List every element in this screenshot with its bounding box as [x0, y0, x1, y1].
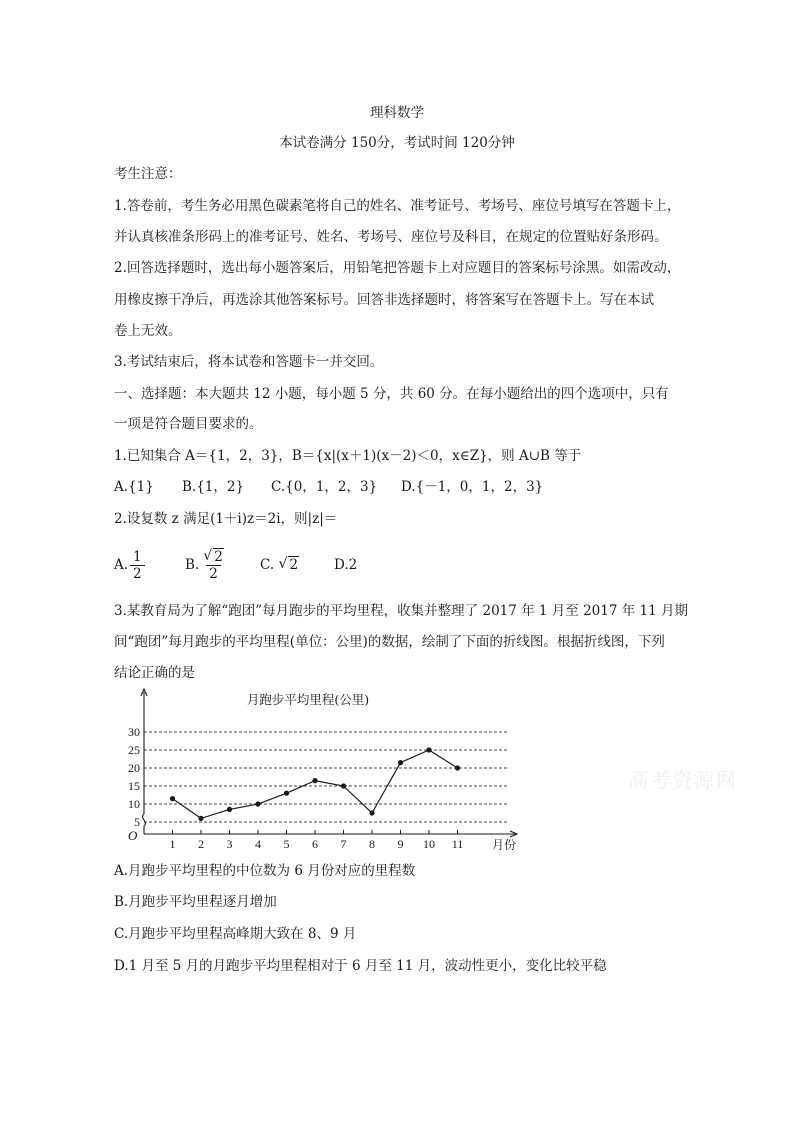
- x-tick-label: 7: [340, 837, 347, 851]
- x-tick-label: 4: [255, 837, 261, 851]
- chart-title: 月跑步平均里程(公里): [246, 692, 370, 707]
- x-tick-label: 8: [369, 837, 375, 851]
- x-tick-label: 9: [397, 837, 404, 851]
- section-heading-cont: 一项是符合题目要求的。: [114, 416, 263, 432]
- radical-sign: √: [278, 556, 288, 572]
- section-heading: 一、选择题：本大题共 12 小题，每小题 5 分，共 60 分。在每小题给出的四个选项中，只有: [114, 386, 669, 402]
- sqrt: √ 2: [278, 545, 299, 585]
- x-tick-label: 11: [451, 837, 464, 851]
- data-point: [341, 783, 346, 788]
- option-label: C.: [260, 557, 275, 573]
- y-tick-label: 25: [128, 743, 140, 757]
- question-2-option-b: [185, 545, 230, 585]
- question-1-option-a: A.{1}: [114, 479, 154, 495]
- line-chart: [112, 688, 532, 858]
- question-3-stem: 3.某教育局为了解“跑团”每月跑步的平均里程，收集并整理了 2017 年 1 月至 2017 年 11 月期: [114, 603, 688, 619]
- y-tick-label: 30: [128, 725, 140, 739]
- question-3-option-d: D.1 月至 5 月的月跑步平均里程相对于 6 月至 11 月，波动性更小，变化比较平稳: [114, 958, 607, 974]
- data-point: [369, 810, 374, 815]
- question-1-option-b: B.{1，2}: [182, 479, 245, 495]
- notice-line: 卷上无效。: [114, 323, 182, 339]
- axis-break: [143, 814, 146, 834]
- question-1-option-c: C.{0，1，2，3}: [271, 479, 378, 495]
- x-tick-label: 10: [423, 837, 435, 851]
- x-tick-label: 5: [283, 837, 290, 851]
- watermark: 高考资源网: [628, 768, 738, 792]
- y-tick-label: 20: [128, 761, 140, 775]
- data-point: [227, 807, 232, 812]
- y-tick-label: 5: [134, 815, 140, 829]
- x-tick-label: 3: [226, 837, 233, 851]
- question-2-option-c: [260, 545, 299, 585]
- sqrt: √ 2: [203, 548, 223, 565]
- notice-line: 并认真核准条形码上的准考证号、姓名、考场号、座位号及科目，在规定的位置贴好条形码。: [114, 229, 668, 245]
- notice-line: 2.回答选择题时，选出每小题答案后，用铅笔把答题卡上对应题目的答案标号涂黑。如需改动，: [114, 260, 681, 276]
- series-line: [173, 750, 458, 818]
- data-point: [198, 816, 203, 821]
- data-point: [170, 796, 175, 801]
- data-point: [284, 791, 289, 796]
- option-label: A.: [114, 557, 129, 573]
- data-point: [426, 747, 431, 752]
- x-tick-label: 1: [169, 837, 176, 851]
- question-3-option-b: B.月跑步平均里程逐月增加: [114, 894, 277, 910]
- question-2-option-d: D.2: [334, 557, 358, 573]
- x-tick-label: 2: [198, 837, 204, 851]
- fraction: $\frac{1}{2}$: [130, 549, 145, 582]
- question-2-option-a: [114, 545, 149, 585]
- notice-line: 1.答卷前，考生务必用黑色碳素笔将自己的姓名、准考证号、考场号、座位号填写在答题卡上，: [114, 198, 681, 214]
- question-3-option-c: C.月跑步平均里程高峰期大致在 8、9 月: [114, 926, 357, 942]
- x-axis-label: 月份: [491, 838, 517, 852]
- origin-label: O: [128, 828, 138, 843]
- data-point: [255, 801, 260, 806]
- x-tick-label: 6: [312, 837, 318, 851]
- notice-line: 用橡皮擦干净后，再选涂其他答案标号。回答非选择题时，将答案写在答题卡上。写在本试: [114, 292, 654, 308]
- radical-sign: √: [203, 548, 213, 564]
- fraction: √ 2 2: [203, 548, 223, 582]
- paper-subtitle: 本试卷满分 150分，考试时间 120分钟: [279, 135, 515, 151]
- question-3-option-a: A.月跑步平均里程的中位数为 6 月份对应的里程数: [114, 863, 416, 879]
- notice-heading: 考生注意：: [114, 166, 182, 182]
- data-point: [398, 760, 403, 765]
- question-2-stem: 2.设复数 z 满足(1＋i)z＝2i，则|z|＝: [114, 511, 338, 527]
- question-1-option-d: D.{－1，0，1，2，3}: [401, 479, 544, 495]
- y-tick-label: 10: [128, 797, 140, 811]
- option-label: B.: [185, 557, 200, 573]
- data-point: [455, 765, 460, 770]
- question-3-stem: 间“跑团”每月跑步的平均里程(单位：公里)的数据，绘制了下面的折线图。根据折线图，下列: [114, 634, 665, 650]
- question-1-stem: 1.已知集合 A＝{1，2，3}，B＝{x|(x＋1)(x－2)＜0，x∈Z}，则 A∪B 等于: [114, 448, 582, 464]
- y-tick-label: 15: [128, 779, 140, 793]
- question-3-stem: 结论正确的是: [114, 665, 195, 681]
- notice-line: 3.考试结束后，将本试卷和答题卡一并交回。: [114, 354, 384, 370]
- paper-title: 理科数学: [370, 105, 424, 121]
- data-point: [312, 778, 317, 783]
